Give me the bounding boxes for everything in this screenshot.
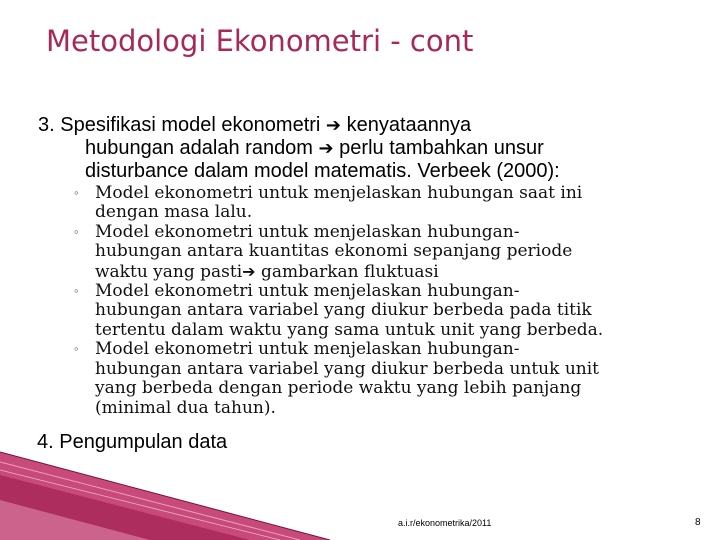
page-number: 8 (695, 517, 701, 528)
sub-point-3-line-3: tertentu dalam waktu yang sama untuk unit yang berbeda. (95, 320, 604, 340)
point-3-text-c: hubungan adalah random (85, 137, 319, 159)
sub-point-3-line-2: hubungan antara variabel yang diukur berbeda pada titik (95, 300, 592, 320)
sub-point-4-line-2: hubungan antara variabel yang diukur berbeda untuk unit (95, 359, 599, 379)
sub-point-1-line-1: Model ekonometri untuk menjelaskan hubungan saat ini (95, 183, 583, 203)
point-3-text-a: 3. Spesifikasi model ekonometri (38, 114, 326, 136)
arrow-right-icon: ➔ (325, 115, 342, 136)
sub-point-2-text-b: gambarkan fluktuasi (255, 262, 439, 282)
arrow-right-icon: ➔ (318, 138, 334, 159)
sub-point-4-line-3: yang berbeda dengan periode waktu yang lebih panjang (95, 378, 582, 398)
footer-text: a.i.r/ekonometrika/2011 (398, 518, 492, 528)
bullet-icon: ◦ (74, 283, 79, 298)
sub-point-2-line-1: Model ekonometri untuk menjelaskan hubungan- (95, 222, 520, 242)
point-3-line-1 (38, 114, 471, 137)
sub-point-2-text-a: waktu yang pasti (95, 262, 243, 282)
slide-title: Metodologi Ekonometri - cont (46, 24, 474, 58)
sub-point-4-line-4: (minimal dua tahun). (95, 398, 276, 418)
bullet-icon: ◦ (74, 185, 79, 200)
arrow-right-icon: ➔ (242, 262, 256, 281)
bullet-icon: ◦ (74, 341, 79, 356)
point-3-text-d: perlu tambahkan unsur (333, 137, 544, 159)
point-4: 4. Pengumpulan data (37, 431, 228, 453)
sub-point-2-line-3 (95, 262, 439, 283)
sub-point-2-line-2: hubungan antara kuantitas ekonomi sepanjang periode (95, 241, 573, 261)
point-3-line-2 (85, 137, 544, 160)
sub-point-1-line-2: dengan masa lalu. (95, 202, 253, 222)
point-3-text-b: kenyataannya (341, 114, 472, 136)
sub-point-3-line-1: Model ekonometri untuk menjelaskan hubungan- (95, 281, 520, 301)
point-3-line-3: disturbance dalam model matematis. Verbeek (2000): (85, 160, 560, 182)
bullet-icon: ◦ (74, 224, 79, 239)
sub-point-4-line-1: Model ekonometri untuk menjelaskan hubungan- (95, 339, 520, 359)
